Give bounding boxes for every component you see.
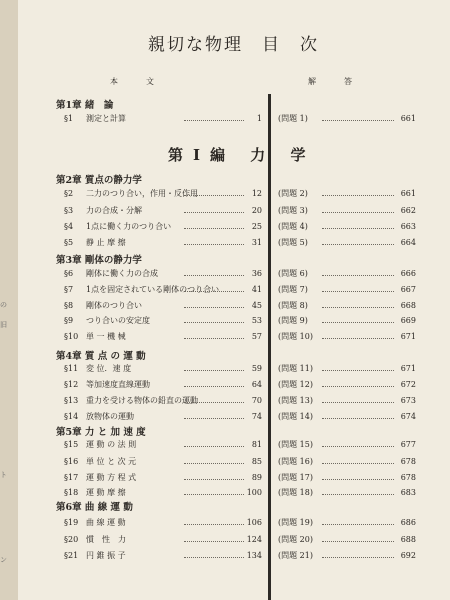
page-number: 59 bbox=[251, 364, 262, 373]
leader-dots bbox=[322, 541, 394, 542]
answer-entry bbox=[278, 472, 416, 483]
answer-page-number: 661 bbox=[400, 189, 416, 198]
section-number: §4 bbox=[64, 222, 74, 231]
answer-entry bbox=[278, 411, 416, 422]
answer-page-number: 678 bbox=[400, 473, 416, 482]
toc-entry bbox=[56, 284, 262, 295]
answer-entry bbox=[278, 487, 416, 498]
leader-dots bbox=[184, 494, 244, 495]
section-title: 円 錐 振 子 bbox=[86, 551, 126, 560]
answer-entry bbox=[278, 363, 416, 374]
section-title: 曲 線 運 動 bbox=[86, 518, 126, 527]
chapter-heading: 第4章 質 点 の 運 動 bbox=[56, 351, 146, 362]
page-number: 106 bbox=[246, 518, 262, 527]
page-number: 45 bbox=[251, 301, 262, 310]
answer-entry bbox=[278, 534, 416, 545]
section-title: 二力のつり合い，作用・反作用 bbox=[86, 189, 198, 198]
toc-entry bbox=[56, 237, 262, 248]
answer-entry bbox=[278, 550, 416, 561]
answer-page-number: 669 bbox=[400, 316, 416, 325]
toc-entry bbox=[56, 517, 262, 528]
section-title: 運 動 方 程 式 bbox=[86, 473, 137, 482]
margin-mark: の bbox=[0, 301, 7, 309]
answer-page-number: 671 bbox=[400, 332, 416, 341]
chapter-heading: 第2章 質点の静力学 bbox=[56, 175, 142, 186]
problem-label: (問題 4) bbox=[278, 222, 308, 231]
problem-label: (問題 21) bbox=[278, 551, 313, 560]
problem-label: (問題 15) bbox=[278, 440, 313, 449]
section-number: §7 bbox=[64, 285, 74, 294]
problem-label: (問題 14) bbox=[278, 412, 313, 421]
problem-label: (問題 3) bbox=[278, 206, 308, 215]
answer-page-number: 688 bbox=[400, 535, 416, 544]
problem-label: (問題 6) bbox=[278, 269, 308, 278]
page-number: 100 bbox=[246, 488, 262, 497]
section-number: §3 bbox=[64, 206, 74, 215]
section-number: §12 bbox=[64, 380, 79, 389]
answer-page-number: 661 bbox=[400, 114, 416, 123]
problem-label: (問題 8) bbox=[278, 301, 308, 310]
answer-page-number: 674 bbox=[400, 412, 416, 421]
answer-entry bbox=[278, 315, 416, 326]
leader-dots bbox=[184, 541, 244, 542]
answer-entry bbox=[278, 456, 416, 467]
page-number: 25 bbox=[251, 222, 262, 231]
section-title: 重力を受ける物体の鉛直の運動 bbox=[86, 396, 198, 405]
answer-entry bbox=[278, 113, 416, 124]
answer-entry bbox=[278, 331, 416, 342]
leader-dots bbox=[322, 338, 394, 339]
problem-label: (問題 20) bbox=[278, 535, 313, 544]
part-heading: 第Ⅰ編 力 学 bbox=[168, 146, 316, 164]
answer-entry bbox=[278, 284, 416, 295]
leader-dots bbox=[322, 386, 394, 387]
toc-entry bbox=[56, 456, 262, 467]
answer-page-number: 671 bbox=[400, 364, 416, 373]
problem-label: (問題 17) bbox=[278, 473, 313, 482]
answer-page-number: 683 bbox=[400, 488, 416, 497]
answer-entry bbox=[278, 439, 416, 450]
leader-dots bbox=[322, 307, 394, 308]
page-number: 70 bbox=[251, 396, 262, 405]
section-title: 変 位．速 度 bbox=[86, 364, 132, 373]
problem-label: (問題 19) bbox=[278, 518, 313, 527]
section-title: 1点を固定されている剛体のつり合い bbox=[86, 285, 220, 294]
leader-dots bbox=[322, 463, 394, 464]
page-number: 124 bbox=[246, 535, 262, 544]
answer-page-number: 663 bbox=[400, 222, 416, 231]
answer-page-number: 686 bbox=[400, 518, 416, 527]
section-number: §17 bbox=[64, 473, 79, 482]
answer-entry bbox=[278, 379, 416, 390]
answer-page-number: 662 bbox=[400, 206, 416, 215]
section-title: 剛体に働く力の合成 bbox=[86, 269, 158, 278]
section-title: 剛体のつり合い bbox=[86, 301, 142, 310]
section-number: §14 bbox=[64, 412, 79, 421]
section-number: §2 bbox=[64, 189, 74, 198]
leader-dots bbox=[322, 275, 394, 276]
answer-page-number: 677 bbox=[400, 440, 416, 449]
section-number: §15 bbox=[64, 440, 79, 449]
section-number: §19 bbox=[64, 518, 79, 527]
page-title: 親切な物理 目 次 bbox=[148, 35, 319, 55]
leader-dots bbox=[184, 275, 244, 276]
section-title: つり合いの安定度 bbox=[86, 316, 150, 325]
leader-dots bbox=[322, 322, 394, 323]
toc-entry bbox=[56, 379, 262, 390]
leader-dots bbox=[322, 228, 394, 229]
page-number: 134 bbox=[246, 551, 262, 560]
toc-entry bbox=[56, 487, 262, 498]
page-number: 53 bbox=[251, 316, 262, 325]
section-number: §13 bbox=[64, 396, 79, 405]
leader-dots bbox=[184, 386, 244, 387]
leader-dots bbox=[184, 338, 244, 339]
page-number: 81 bbox=[251, 440, 262, 449]
page-number: 12 bbox=[251, 189, 262, 198]
column-header-main-text: 本 文 bbox=[110, 77, 164, 86]
toc-entry bbox=[56, 550, 262, 561]
leader-dots bbox=[322, 291, 394, 292]
section-number: §20 bbox=[64, 535, 79, 544]
leader-dots bbox=[322, 120, 394, 121]
problem-label: (問題 10) bbox=[278, 332, 313, 341]
page-number: 89 bbox=[251, 473, 262, 482]
section-title: 力の合成・分解 bbox=[86, 206, 142, 215]
section-number: §21 bbox=[64, 551, 79, 560]
section-title: 1点に働く力のつり合い bbox=[86, 222, 172, 231]
section-number: §10 bbox=[64, 332, 79, 341]
answer-entry bbox=[278, 268, 416, 279]
section-title: 等加速度直線運動 bbox=[86, 380, 150, 389]
column-header-answers: 解 答 bbox=[308, 77, 362, 86]
margin-mark: 旧 bbox=[0, 321, 7, 329]
chapter-heading: 第1章 緒 論 bbox=[56, 100, 114, 111]
problem-label: (問題 9) bbox=[278, 316, 308, 325]
leader-dots bbox=[184, 524, 244, 525]
leader-dots bbox=[322, 418, 394, 419]
leader-dots bbox=[184, 479, 244, 480]
section-title: 測定と計算 bbox=[86, 114, 126, 123]
chapter-heading: 第5章 力 と 加 速 度 bbox=[56, 427, 146, 438]
answer-page-number: 666 bbox=[400, 269, 416, 278]
toc-entry bbox=[56, 395, 262, 406]
leader-dots bbox=[184, 120, 244, 121]
leader-dots bbox=[184, 307, 244, 308]
toc-entry bbox=[56, 268, 262, 279]
section-title: 運 動 摩 擦 bbox=[86, 488, 126, 497]
leader-dots bbox=[184, 195, 244, 196]
leader-dots bbox=[184, 402, 244, 403]
answer-entry bbox=[278, 205, 416, 216]
section-number: §18 bbox=[64, 488, 79, 497]
problem-label: (問題 1) bbox=[278, 114, 308, 123]
page-number: 36 bbox=[251, 269, 262, 278]
toc-entry bbox=[56, 363, 262, 374]
toc-entry bbox=[56, 411, 262, 422]
leader-dots bbox=[322, 494, 394, 495]
margin-mark: ン bbox=[0, 556, 7, 564]
toc-entry bbox=[56, 439, 262, 450]
problem-label: (問題 16) bbox=[278, 457, 313, 466]
margin-mark: ト bbox=[0, 471, 7, 479]
section-title: 静 止 摩 擦 bbox=[86, 238, 126, 247]
answer-entry bbox=[278, 395, 416, 406]
section-number: §9 bbox=[64, 316, 74, 325]
toc-entry bbox=[56, 315, 262, 326]
section-number: §5 bbox=[64, 238, 74, 247]
leader-dots bbox=[322, 244, 394, 245]
chapter-heading: 第6章 曲 線 運 動 bbox=[56, 502, 133, 513]
column-divider bbox=[268, 94, 271, 600]
section-title: 放物体の運動 bbox=[86, 412, 134, 421]
toc-entry bbox=[56, 188, 262, 199]
answer-page-number: 664 bbox=[400, 238, 416, 247]
answer-page-number: 668 bbox=[400, 301, 416, 310]
section-number: §6 bbox=[64, 269, 74, 278]
toc-entry bbox=[56, 534, 262, 545]
problem-label: (問題 11) bbox=[278, 364, 313, 373]
page-number: 31 bbox=[251, 238, 262, 247]
answer-entry bbox=[278, 221, 416, 232]
problem-label: (問題 13) bbox=[278, 396, 313, 405]
page-number: 1 bbox=[256, 114, 262, 123]
leader-dots bbox=[322, 402, 394, 403]
leader-dots bbox=[322, 212, 394, 213]
book-page bbox=[18, 0, 450, 600]
leader-dots bbox=[184, 557, 244, 558]
page-number: 41 bbox=[251, 285, 262, 294]
answer-entry bbox=[278, 517, 416, 528]
section-title: 慣 性 力 bbox=[86, 535, 126, 544]
page-number: 85 bbox=[251, 457, 262, 466]
section-number: §1 bbox=[64, 114, 74, 123]
answer-page-number: 678 bbox=[400, 457, 416, 466]
answer-page-number: 672 bbox=[400, 380, 416, 389]
toc-entry bbox=[56, 205, 262, 216]
problem-label: (問題 18) bbox=[278, 488, 313, 497]
section-number: §8 bbox=[64, 301, 74, 310]
section-title: 単 位 と 次 元 bbox=[86, 457, 137, 466]
leader-dots bbox=[322, 479, 394, 480]
toc-entry bbox=[56, 300, 262, 311]
answer-page-number: 667 bbox=[400, 285, 416, 294]
section-title: 単 一 機 械 bbox=[86, 332, 126, 341]
leader-dots bbox=[322, 446, 394, 447]
leader-dots bbox=[184, 212, 244, 213]
leader-dots bbox=[322, 557, 394, 558]
chapter-heading: 第3章 剛体の静力学 bbox=[56, 255, 142, 266]
leader-dots bbox=[322, 524, 394, 525]
page-number: 20 bbox=[251, 206, 262, 215]
leader-dots bbox=[184, 370, 244, 371]
toc-entry bbox=[56, 113, 262, 124]
answer-page-number: 692 bbox=[400, 551, 416, 560]
leader-dots bbox=[322, 195, 394, 196]
problem-label: (問題 7) bbox=[278, 285, 308, 294]
page-number: 74 bbox=[251, 412, 262, 421]
section-number: §11 bbox=[64, 364, 79, 373]
leader-dots bbox=[184, 446, 244, 447]
problem-label: (問題 2) bbox=[278, 189, 308, 198]
answer-entry bbox=[278, 188, 416, 199]
page-number: 64 bbox=[251, 380, 262, 389]
problem-label: (問題 5) bbox=[278, 238, 308, 247]
section-number: §16 bbox=[64, 457, 79, 466]
answer-entry bbox=[278, 237, 416, 248]
answer-page-number: 673 bbox=[400, 396, 416, 405]
problem-label: (問題 12) bbox=[278, 380, 313, 389]
leader-dots bbox=[184, 463, 244, 464]
toc-entry bbox=[56, 331, 262, 342]
page-number: 57 bbox=[251, 332, 262, 341]
leader-dots bbox=[184, 322, 244, 323]
leader-dots bbox=[184, 418, 244, 419]
leader-dots bbox=[184, 228, 244, 229]
answer-entry bbox=[278, 300, 416, 311]
leader-dots bbox=[322, 370, 394, 371]
section-title: 運 動 の 法 則 bbox=[86, 440, 137, 449]
leader-dots bbox=[184, 244, 244, 245]
toc-entry bbox=[56, 221, 262, 232]
leader-dots bbox=[184, 291, 244, 292]
toc-entry bbox=[56, 472, 262, 483]
